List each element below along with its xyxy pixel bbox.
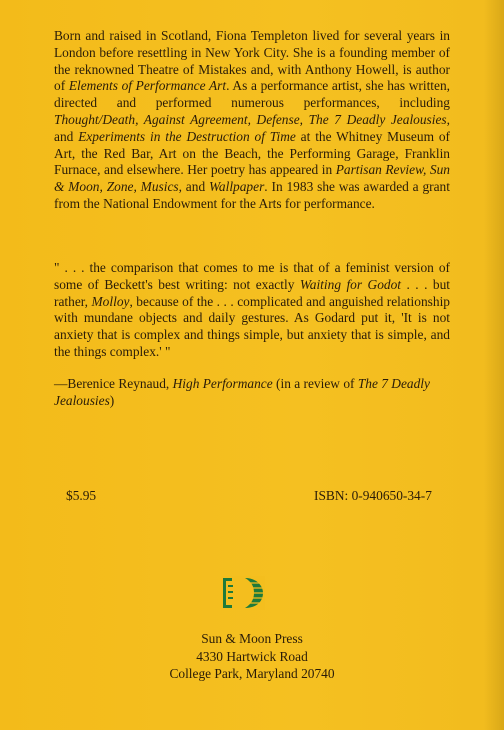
bio-text: . As a performance artist, she has written, directed and performed numerous performances, including xyxy=(54,78,450,111)
attribution-text: —Berenice Reynaud, xyxy=(54,376,173,391)
attribution-text: ) xyxy=(109,392,115,408)
bio-text: , and xyxy=(54,111,450,144)
bio-text: . In 1983 she was awarded a grant from the National Endowment for the Arts for performance. xyxy=(54,179,450,211)
bio-text: , and xyxy=(178,179,209,195)
publisher-address xyxy=(0,630,504,683)
attribution-publication: High Performance xyxy=(172,376,273,391)
bio-title: Elements of Performance Art xyxy=(68,78,227,94)
bio-title: Thought/Death, Against Agreement, Defense, The 7 Deadly Jealousies xyxy=(54,111,447,127)
bio-title: Partisan Review, Sun & Moon, Zone, Musics xyxy=(54,162,450,195)
author-bio xyxy=(54,28,450,213)
publisher-street: 4330 Hartwick Road xyxy=(196,648,308,664)
bio-title: Wallpaper xyxy=(208,179,265,195)
bio-text: at the Whitney Museum of Art, the Red Bar, Art on the Beach, the Performing Garage, Franklin Furnace, and elsewhere. Her poetry has appeared in xyxy=(54,128,450,178)
publisher-name: Sun & Moon Press xyxy=(201,631,303,646)
quote-text: " . . . the comparison that comes to me is that of a feminist version of some of Beckett's best writing: not exactly xyxy=(54,260,450,292)
sun-moon-logo-icon xyxy=(221,576,265,610)
attribution-text: (in a review of xyxy=(272,376,358,391)
publisher-city: College Park, Maryland 20740 xyxy=(169,666,335,681)
bio-title: Experiments in the Destruction of Time xyxy=(78,128,296,144)
isbn: ISBN: 0-940650-34-7 xyxy=(314,488,432,503)
price: $5.95 xyxy=(66,488,97,503)
quote-title: Waiting for Godot xyxy=(299,276,402,292)
attribution-title: The 7 Deadly Jealousies xyxy=(54,376,430,408)
bio-text: Born and raised in Scotland, Fiona Templeton lived for several years in London before resettling in New York City. She is a founding member of the reknowned Theatre of Mistakes and, with Anthony Howell, is author of xyxy=(54,28,450,94)
quote-attribution xyxy=(54,376,450,410)
quote-text: , because of the . . . complicated and anguished relationship with mundane objects and daily gestures. As Godard put it, 'It is not anxiety that is complex and things simple, but anxiety that is simple, and the things complex.' " xyxy=(54,293,450,359)
quote-text: . . . but rather, xyxy=(54,276,450,309)
review-quote xyxy=(54,260,450,361)
quote-title: Molloy xyxy=(91,293,130,309)
